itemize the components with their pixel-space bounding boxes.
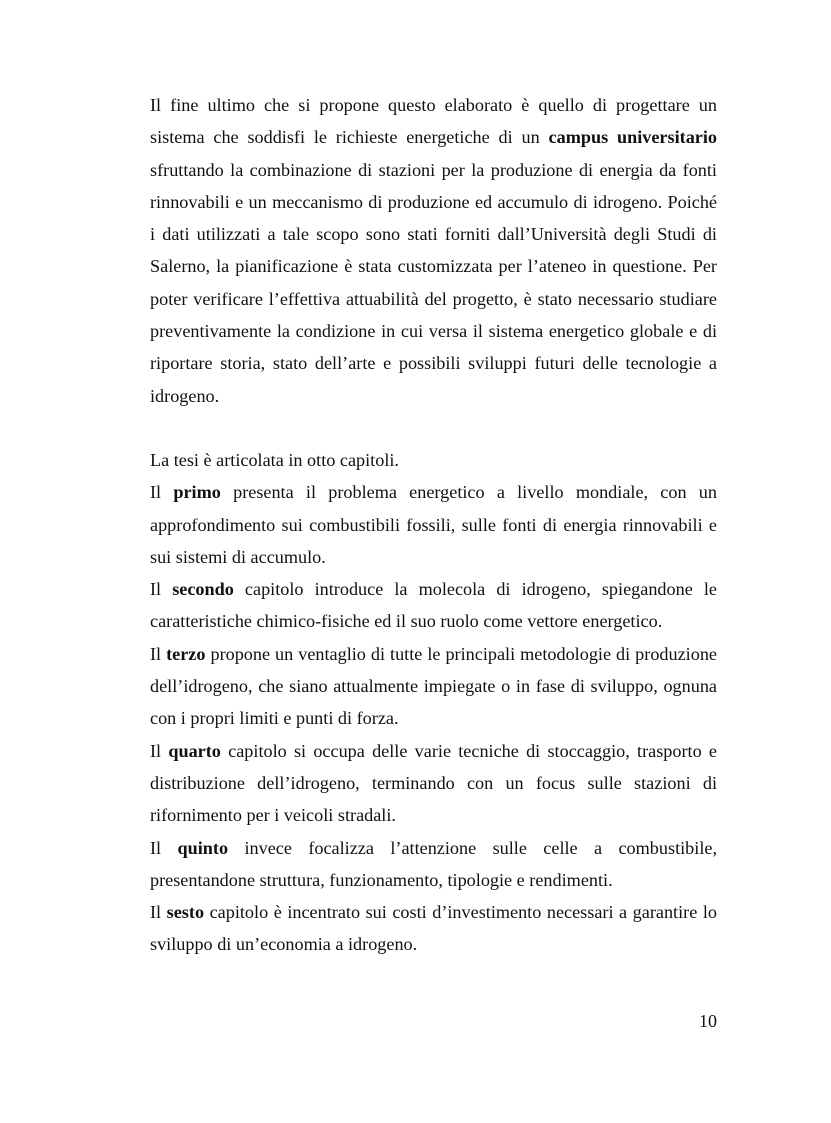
chapter-text: capitolo si occupa delle varie tecniche di stoccaggio, trasporto e distribuzione dell’idrogeno, terminando con un focus sulle stazioni di rifornimento per i veicoli stradali.	[150, 740, 717, 826]
chapter-prefix: Il	[150, 740, 169, 761]
chapter-text: capitolo è incentrato sui costi d’investimento necessari a garantire lo sviluppo di un’economia a idrogeno.	[150, 902, 717, 955]
chapter-prefix: Il	[150, 579, 173, 600]
chapter-prefix: Il	[150, 837, 178, 858]
chapter-paragraph-4	[150, 735, 717, 832]
chapter-paragraph-5	[150, 832, 717, 897]
chapter-ordinal: sesto	[166, 902, 205, 923]
chapter-ordinal: quarto	[168, 740, 221, 761]
chapter-ordinal: terzo	[166, 643, 206, 664]
chapter-text: propone un ventaglio di tutte le principali metodologie di produzione dell’idrogeno, che siano attualmente impiegate o in fase di sviluppo, ognuna con i propri limiti e punti di forza.	[150, 643, 717, 729]
chapter-paragraph-1	[150, 476, 717, 573]
chapter-paragraph-3	[150, 638, 717, 735]
outline-intro: La tesi è articolata in otto capitoli.	[150, 449, 399, 470]
paragraph-spacer	[150, 412, 717, 444]
intro-paragraph	[150, 89, 717, 412]
chapter-prefix: Il	[150, 902, 167, 923]
chapter-text: presenta il problema energetico a livello mondiale, con un approfondimento sui combustibili fossili, sulle fonti di energia rinnovabili e sui sistemi di accumulo.	[150, 482, 717, 567]
chapter-ordinal: quinto	[177, 837, 229, 858]
page-body	[150, 89, 717, 961]
chapter-text: capitolo introduce la molecola di idrogeno, spiegandone le caratteristiche chimico-fisiche ed il suo ruolo come vettore energetico.	[150, 579, 717, 632]
intro-bold-term: campus universitario	[548, 127, 718, 148]
chapter-ordinal: primo	[173, 482, 221, 503]
intro-text-after-bold: sfruttando la combinazione di stazioni per la produzione di energia da fonti rinnovabili e un meccanismo di produzione ed accumulo di idrogeno. Poiché i dati utilizzati a tale scopo sono stati forniti dall’Università degli Studi di Salerno, la pianificazione è stata customizzata per l’ateneo in questione. Per poter verificare l’effettiva attuabilità del progetto, è stato necessario studiare preventivamente la condizione in cui versa il sistema energetico globale e di riportare storia, stato dell’arte e possibili sviluppi futuri delle tecnologie a idrogeno.	[150, 159, 717, 406]
chapter-paragraph-6	[150, 896, 717, 961]
chapter-text: invece focalizza l’attenzione sulle celle a combustibile, presentandone struttura, funzionamento, tipologie e rendimenti.	[150, 837, 717, 890]
intro-text-before-bold: Il fine ultimo che si propone questo elaborato è quello di progettare un sistema che soddisfi le richieste energetiche di un	[150, 95, 717, 148]
chapter-paragraph-2	[150, 573, 717, 638]
chapter-prefix: Il	[150, 643, 167, 664]
page-number: 10	[699, 1011, 717, 1031]
chapter-ordinal: secondo	[172, 579, 234, 600]
chapter-prefix: Il	[150, 482, 174, 503]
